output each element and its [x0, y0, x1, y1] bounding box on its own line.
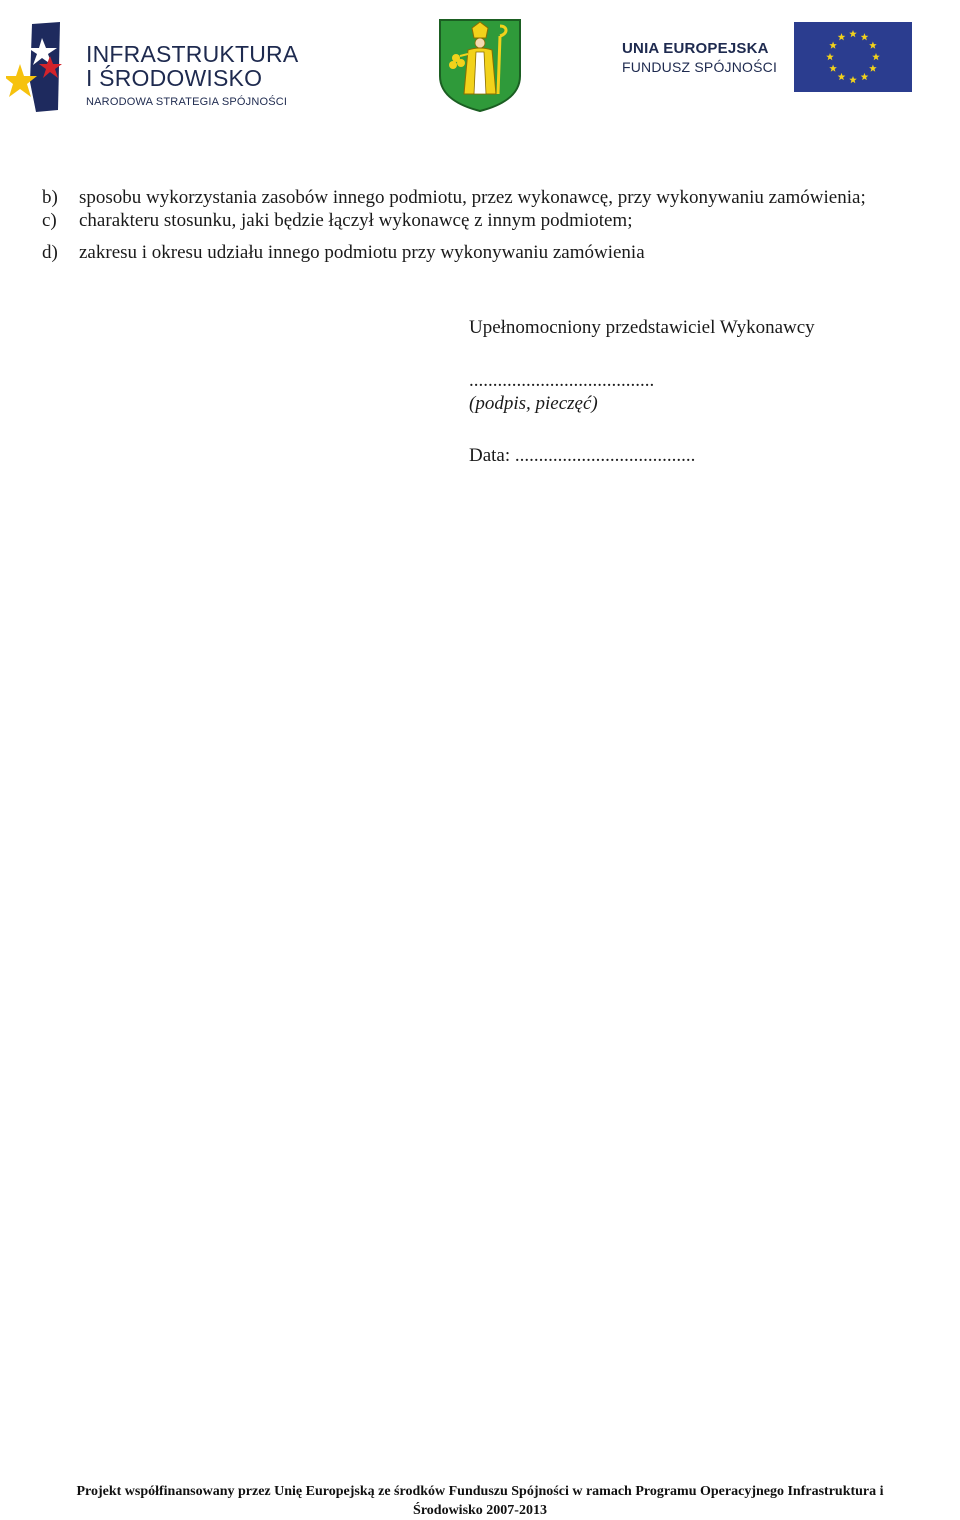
footer [0, 1482, 960, 1520]
eu-logo-text [622, 40, 777, 76]
eu-flag-icon [794, 22, 912, 92]
eu-cohesion-fund-logo [590, 8, 940, 108]
list-marker: b) [42, 187, 58, 208]
list-item-c [42, 209, 922, 232]
list-item-text: zakresu i okresu udziału innego podmiotu przy wykonywaniu zamówienia [79, 242, 645, 263]
infrastruktura-logo [6, 20, 306, 115]
infra-logo-line1: INFRASTRUKTURA [86, 41, 299, 67]
list-item-b [42, 186, 922, 209]
signature-line: ....................................... [469, 370, 655, 391]
nss-star-icon [6, 22, 78, 114]
signature-title: Upełnomocniony przedstawiciel Wykonawcy [469, 317, 815, 338]
list-item-text: sposobu wykorzystania zasobów innego podmiotu, przez wykonawcę, przy wykonywaniu zamówienia; [79, 187, 866, 208]
infra-logo-text [86, 42, 298, 108]
footer-line1: Projekt współfinansowany przez Unię Europejską ze środków Funduszu Spójności w ramach Programu Operacyjnego Infrastruktura i [76, 1484, 884, 1499]
list-item-d [42, 241, 922, 264]
infra-logo-line2: I ŚRODOWISKO [86, 65, 263, 91]
municipal-coat-of-arms-icon [436, 18, 524, 112]
signature-note: (podpis, pieczęć) [469, 393, 598, 414]
requirements-list [42, 186, 922, 264]
list-marker: c) [42, 210, 57, 231]
infra-logo-line3: NARODOWA STRATEGIA SPÓJNOŚCI [86, 96, 288, 108]
list-marker: d) [42, 242, 58, 263]
list-item-text: charakteru stosunku, jaki będzie łączył wykonawcę z innym podmiotem; [79, 210, 633, 231]
date-field: Data: ...................................... [469, 445, 696, 466]
eu-logo-line1: UNIA EUROPEJSKA [622, 40, 769, 57]
footer-line2: Środowisko 2007-2013 [413, 1503, 547, 1518]
eu-logo-line2: FUNDUSZ SPÓJNOŚCI [622, 59, 778, 75]
